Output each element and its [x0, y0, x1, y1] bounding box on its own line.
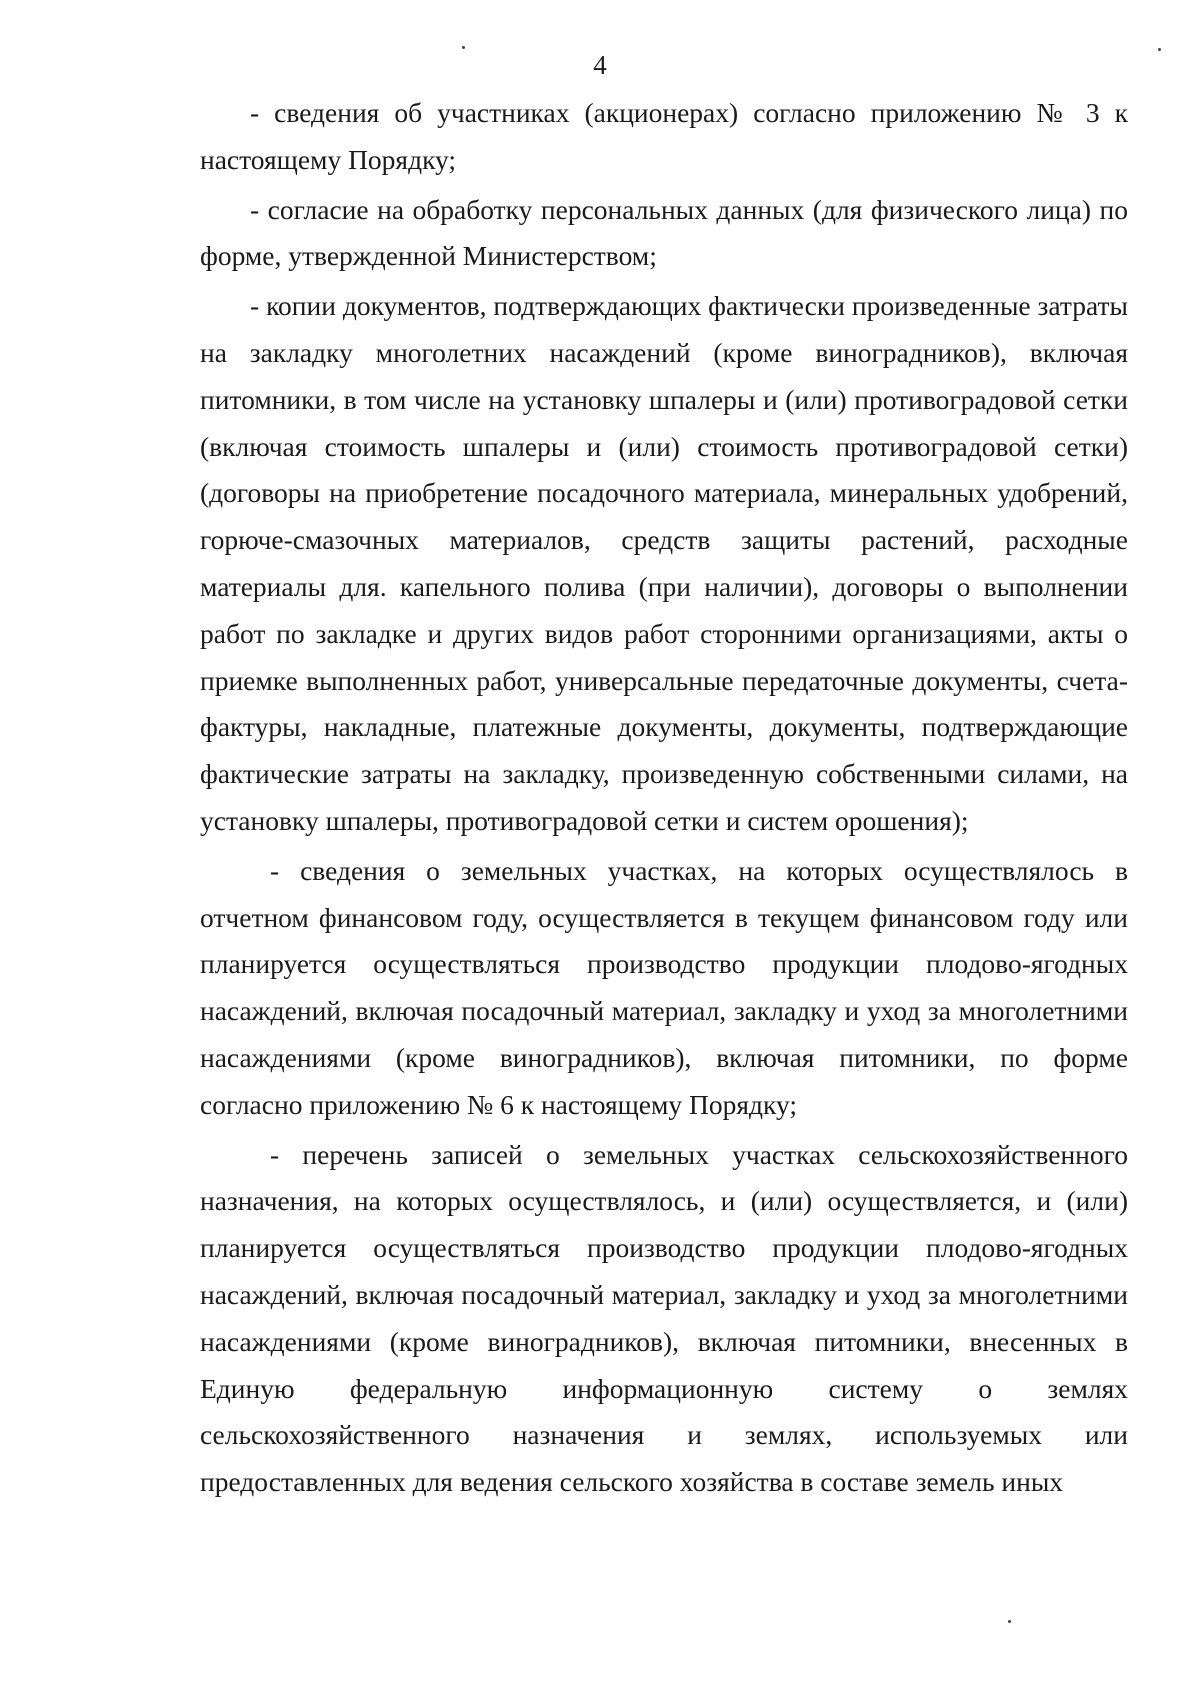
scan-speck: [1158, 48, 1161, 51]
scan-speck: [462, 46, 465, 49]
paragraph-cost-documents: - копии документов, подтверждающих фактически произведенные затраты на закладку многолетних насаждений (кроме виноградников), включая питомники, в том числе на установку шпалеры и (или) противоградовой сетки (включая стоимость шпалеры и (или) стоимость противоградовой сетки) (договоры на приобретение посадочного материала, минеральных удобрений, горюче-смазочных материалов, средств защиты растений, расходные материалы для. капельного полива (при наличии), договоры о выполнении работ по закладке и других видов работ сторонними организациями, акты о приемке выполненных работ, универсальные передаточные документы, счета-фактуры, накладные, платежные документы, документы, подтверждающие фактические затраты на закладку, произведенную собственными силами, на установку шпалеры, противоградовой сетки и систем орошения);: [200, 290, 1128, 836]
paragraph-land-records-list: - перечень записей о земельных участках сельскохозяйственного назначения, на которых осуществлялось, и (или) осуществляется, и (или) планируется осуществляться производство продукции плодово-ягодных насаждений, включая посадочный материал, закладку и уход за многолетними насаждениями (кроме виноградников), включая питомники, внесенных в Единую федеральную информационную систему о землях сельскохозяйственного назначения и землях, используемых или предоставленных для ведения сельского хозяйства в составе земель иных: [200, 1138, 1128, 1498]
paragraph-land-plots-info: - сведения о земельных участках, на которых осуществлялось в отчетном финансовом году, осуществляется в текущем финансовом году или планируется осуществляться производство продукции плодово-ягодных насаждений, включая посадочный материал, закладку и уход за многолетними насаждениями (кроме виноградников), включая питомники, по форме согласно приложению № 6 к настоящему Порядку;: [200, 854, 1128, 1120]
paragraph-personal-data-consent: - согласие на обработку персональных данных (для физического лица) по форме, утвержденной Министерством;: [200, 193, 1128, 272]
scan-speck: [1008, 1620, 1011, 1623]
paragraph-shareholders-info: - сведения об участниках (акционерах) согласно приложению № 3 к настоящему Порядку;: [200, 97, 1128, 175]
body-text: [200, 90, 1128, 1509]
page-number: 4: [593, 50, 607, 80]
